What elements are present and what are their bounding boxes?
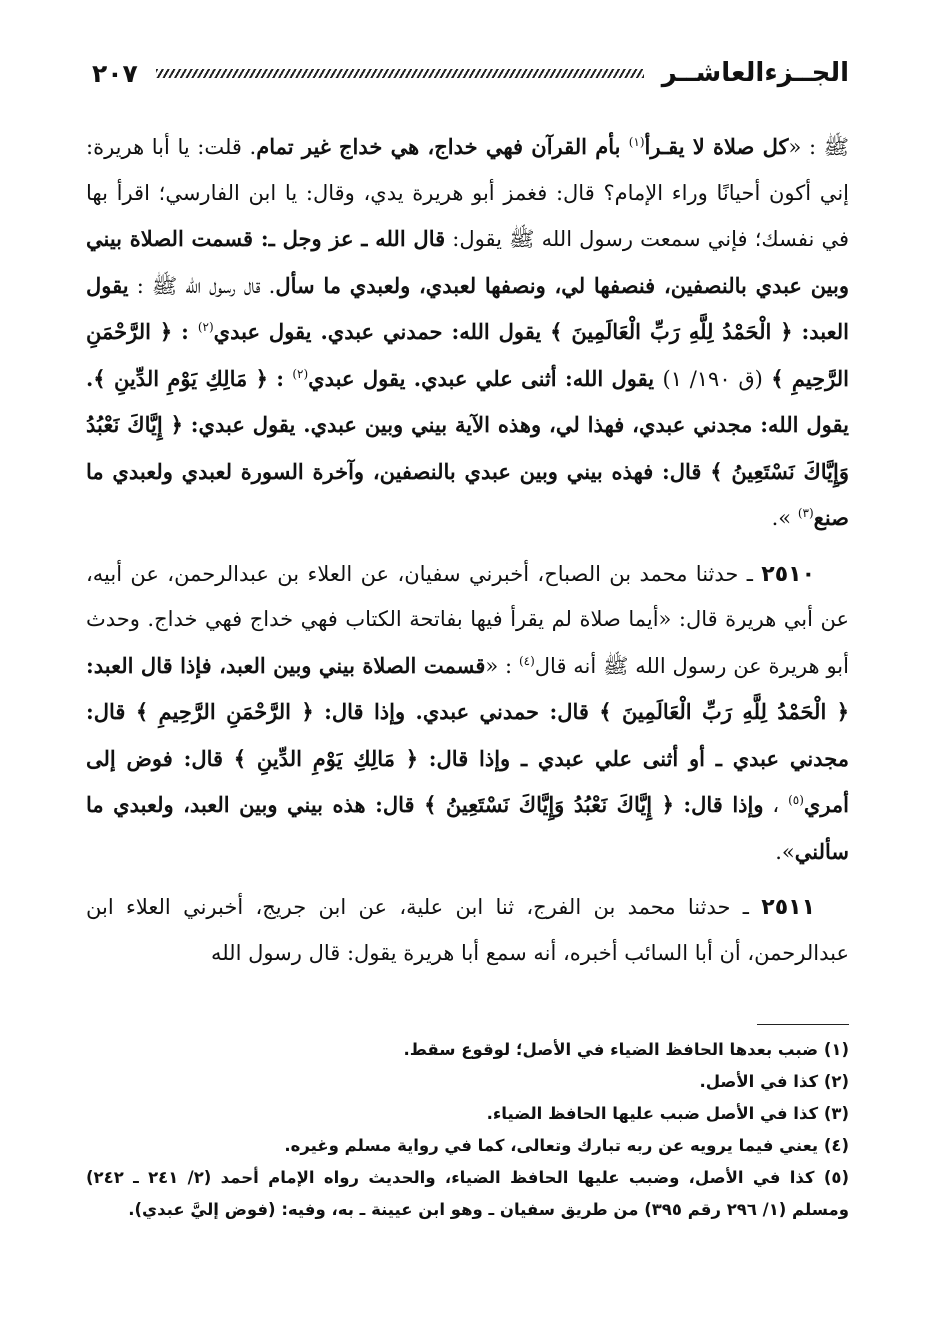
footnote-ref-4: (٤) (518, 653, 535, 668)
footnote-ref-5: (٥) (788, 793, 804, 807)
header-rule (156, 69, 644, 78)
text-span: بأم القرآن فهي خداج، هي خداج غير تمام (256, 134, 629, 159)
text-span: ـ حدثنا محمد بن الصباح، أخبرني سفيان، عن العلاء بن عبدالرحمن، عن أبيه، عن أبي هريرة قال: «أيما صلاة لم يقرأ فيها بفاتحة الكتاب فهي خداج فهي خداج. وحدث أبو هريرة عن رسول الله ﷺ أنه قال (86, 561, 849, 678)
text-span: قال الله ـ عز وجل ـ: قسمت الصلاة بيني وبين عبدي بالنصفين، فنصفها لي، ونصفها لعبدي، ولعبدي ما سأل (86, 226, 850, 298)
hadith-number: ٢٥١٠ (761, 561, 815, 587)
text-span: ». (771, 506, 798, 530)
footnote-2: (٢) كذا في الأصل. (699, 1072, 849, 1091)
footnote-5: (٥) كذا في الأصل، وضبب عليها الحافظ الضياء، والحديث رواه الإمام أحمد (٢/ ٢٤١ ـ ٢٤٢) ومسلم (١/ ٢٩٦ رقم ٣٩٥) من طريق سفيان ـ وهو ابن عيينة ـ به، وفيه: (فوض إليَّ عبدي). (86, 1168, 849, 1219)
text-span: ». (775, 839, 795, 864)
main-text (86, 124, 849, 976)
text-span: : ﴿ مَالِكِ يَوْمِ الدِّينِ ﴾. يقول الله: مجدني عبدي، فهذا لي، وهذه الآية بيني وبين عبدي. يقول عبدي: ﴿ إِيَّاكَ نَعْبُدُ وَإِيَّاكَ نَسْتَعِينُ ﴾ قال: فهذه بيني وبين عبدي بالنصفين، وآخرة السورة لعبدي ولعبدي ما صنع (86, 365, 849, 530)
text-span: . قلت: يا أبا هريرة: إني أكون أحيانًا وراء الإمام؟ قال: فغمز أبو هريرة يدي، وقال: يا ابن الفارسي؛ اقرأ بها في نفسك؛ فإني سمعت رسول الله ﷺ يقول: (86, 135, 849, 251)
footnote-1: (١) ضبب بعدها الحافظ الضياء في الأصل؛ لوقوع سقط. (403, 1040, 849, 1059)
paragraph-hadith-2510 (86, 552, 849, 876)
page-number: ٢٠٧ (92, 58, 138, 88)
footnote-4: (٤) يعني فيما يرويه عن ربه تبارك وتعالى، كما في رواية مسلم وغيره. (284, 1136, 849, 1155)
text-span: وإذا قال: ﴿ إِيَّاكَ نَعْبُدُ وَإِيَّاكَ نَسْتَعِينُ ﴾ قال: هذه بيني وبين العبد، ولعبدي ما سألني (86, 792, 849, 864)
footnotes (86, 1034, 849, 1226)
footnote-ref-2: (٢) (197, 320, 214, 334)
footnote-ref-3: (٣) (797, 506, 814, 520)
paragraph-1 (86, 124, 849, 542)
text-span: : ﴿ الرَّحْمَنِ الرَّحِيمِ ﴾ (86, 319, 849, 391)
footnote-3: (٣) كذا في الأصل ضبب عليها الحافظ الضياء. (486, 1104, 849, 1123)
manuscript-folio-ref: (ق ١٩٠/ ١) (662, 366, 763, 391)
text-span: : « (485, 653, 519, 678)
footnote-separator (757, 1024, 849, 1025)
footnote-ref-1: (١) (628, 135, 645, 149)
text-span: ـ حدثنا محمد بن الفرج، ثنا ابن علية، عن ابن جريج، أخبرني العلاء ابن عبدالرحمن، أن أبا السائب أخبره، أنه سمع أبا هريرة يقول: قال رسول الله (86, 895, 849, 965)
running-title: الجــزءالعاشــر (661, 58, 849, 88)
text-span: . قال رسول الله ﷺ : (128, 273, 276, 298)
text-span: يقول الله: أثنى علي عبدي. يقول عبدي (308, 365, 663, 391)
text-span: ﷺ : « (788, 135, 849, 159)
footnote-ref-2b: (٢) (292, 366, 309, 381)
hadith-number: ٢٥١١ (761, 895, 815, 920)
text-span: كل صلاة لا يقـرأ (644, 134, 789, 159)
text-span: قسمت الصلاة بيني وبين العبد، فإذا قال العبد: ﴿ الْحَمْدُ لِلَّهِ رَبِّ الْعَالَمِينَ ﴾ قال: حمدني عبدي. وإذا قال: ﴿ الرَّحْمَنِ الرَّحِيمِ ﴾ قال: مجدني عبدي ـ أو أثنى علي عبدي ـ وإذا قال: ﴿ مَالِكِ يَوْمِ الدِّينِ ﴾ قال: فوض إلى أمري (86, 652, 849, 817)
text-span: يقول العبد: ﴿ الْحَمْدُ لِلَّهِ رَبِّ الْعَالَمِينَ ﴾ يقول الله: حمدني عبدي. يقول عبدي (86, 272, 849, 344)
paragraph-hadith-2511 (86, 885, 849, 976)
text-span: ، (763, 793, 789, 817)
page-header (92, 52, 849, 94)
